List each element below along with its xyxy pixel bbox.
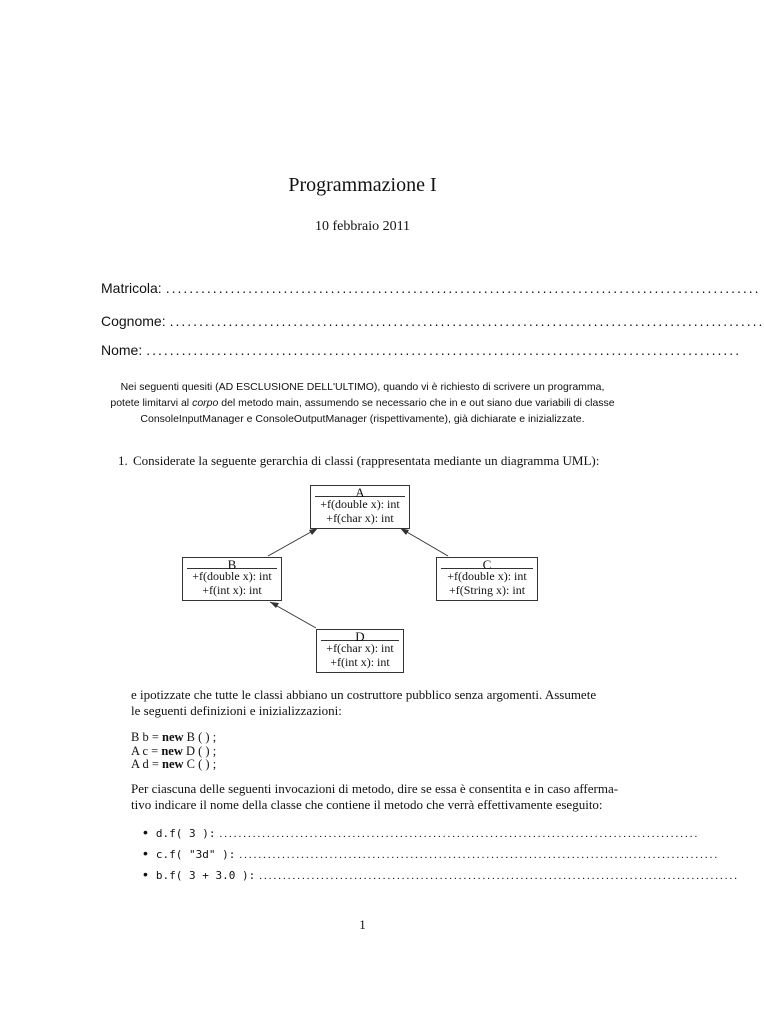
invocation-call: d.f( 3 ): bbox=[155, 827, 216, 840]
class-d-name-text: D bbox=[355, 629, 365, 644]
nome-label: Nome: bbox=[101, 342, 143, 358]
matricola-label: Matricola: bbox=[101, 280, 162, 296]
code-line-3 bbox=[131, 758, 216, 772]
instructions-line-2-end: del metodo main, assumendo se necessario che in e out siano due variabili di classe bbox=[218, 397, 615, 409]
code-line-3-ctor: C ( ) ; bbox=[183, 757, 217, 771]
instructions-line-2-start: potete limitarvi al bbox=[110, 397, 193, 409]
class-c-name bbox=[437, 557, 537, 572]
invocation-item bbox=[143, 866, 739, 882]
code-line-1-ctor: B ( ) ; bbox=[183, 730, 217, 744]
class-b-method-1: +f(double x): int bbox=[192, 569, 272, 583]
code-line-3-keyword: new bbox=[162, 757, 184, 771]
bullet-icon: • bbox=[143, 845, 148, 861]
document-title: Programmazione I bbox=[288, 174, 437, 196]
class-b-name-text: B bbox=[227, 557, 237, 572]
cognome-label: Cognome: bbox=[101, 313, 166, 329]
uml-class-a bbox=[310, 485, 410, 529]
class-b-method-2: +f(int x): int bbox=[202, 583, 262, 597]
arrowhead-d-to-b bbox=[270, 602, 279, 608]
instructions-line-1: Nei seguenti quesiti (AD ESCLUSIONE DELL'ULTIMO), quando vi è richiesto di scrivere un programma, bbox=[120, 381, 605, 393]
code-line-2-ctor: D ( ) ; bbox=[182, 743, 217, 758]
invocations-line-1: Per ciascuna delle seguenti invocazioni di metodo, dire se essa è consentita e in caso afferma- bbox=[131, 781, 619, 796]
invocation-call: c.f( "3d" ): bbox=[155, 848, 236, 861]
code-block bbox=[131, 731, 216, 772]
invocation-item bbox=[143, 845, 720, 861]
matricola-dotted-line: ..................................................................................................... bbox=[165, 280, 761, 296]
instructions-line-3: ConsoleInputManager e ConsoleOutputManager (rispettivamente), già dichiarate e inizializzate. bbox=[140, 413, 585, 425]
arrowhead-c-to-a bbox=[400, 528, 409, 535]
code-line-2-decl: A c = bbox=[131, 743, 162, 758]
answer-dotted-line: ..................................................................................................... bbox=[239, 849, 720, 861]
uml-class-b bbox=[182, 557, 282, 601]
assumptions-line-1: e ipotizzate che tutte le classi abbiano un costruttore pubblico senza argomenti. Assumete bbox=[131, 687, 597, 702]
bullet-icon: • bbox=[143, 866, 148, 882]
class-a-name-text: A bbox=[355, 485, 365, 500]
class-c-method-2: +f(String x): int bbox=[448, 583, 526, 597]
question-1-number: 1. bbox=[118, 453, 128, 468]
uml-class-c bbox=[436, 557, 538, 601]
invocations-paragraph bbox=[131, 781, 621, 813]
code-line-1 bbox=[131, 731, 216, 745]
class-d-method-2: +f(int x): int bbox=[330, 655, 390, 669]
code-line-2 bbox=[131, 745, 216, 759]
answer-dotted-line: ..................................................................................................... bbox=[259, 870, 739, 882]
uml-class-d bbox=[316, 629, 404, 673]
class-b-name bbox=[183, 557, 281, 572]
invocation-call: b.f( 3 + 3.0 ): bbox=[155, 869, 256, 882]
nome-dotted-line: ..................................................................................................... bbox=[146, 342, 742, 358]
invocations-line-2: tivo indicare il nome della classe che contiene il metodo che verrà effettivamente eseguito: bbox=[131, 797, 603, 812]
class-d-method-1: +f(char x): int bbox=[326, 641, 394, 655]
answer-dotted-line: ..................................................................................................... bbox=[219, 828, 700, 840]
bullet-icon: • bbox=[143, 824, 148, 840]
code-line-1-decl: B b = bbox=[131, 730, 163, 744]
instructions-emphasis: corpo bbox=[192, 397, 219, 409]
assumptions-line-2: le seguenti definizioni e inizializzazioni: bbox=[131, 703, 342, 718]
invocation-item bbox=[143, 824, 700, 840]
class-d-name bbox=[317, 629, 403, 644]
page-number: 1 bbox=[359, 917, 366, 932]
code-line-3-decl: A d = bbox=[131, 757, 163, 771]
class-c-method-1: +f(double x): int bbox=[447, 569, 527, 583]
class-a-name bbox=[311, 485, 409, 500]
class-a-method-2: +f(char x): int bbox=[326, 511, 394, 525]
question-1-text: Considerate la seguente gerarchia di classi (rappresentata mediante un diagramma UML): bbox=[133, 453, 600, 468]
assumptions-paragraph bbox=[131, 687, 621, 719]
code-line-2-keyword: new bbox=[161, 743, 183, 758]
cognome-dotted-line: ..................................................................................................... bbox=[169, 313, 764, 329]
code-line-1-keyword: new bbox=[162, 730, 184, 744]
document-date: 10 febbraio 2011 bbox=[314, 219, 411, 234]
arrowhead-b-to-a bbox=[309, 528, 318, 535]
class-c-name-text: C bbox=[482, 557, 492, 572]
class-a-method-1: +f(double x): int bbox=[320, 497, 400, 511]
